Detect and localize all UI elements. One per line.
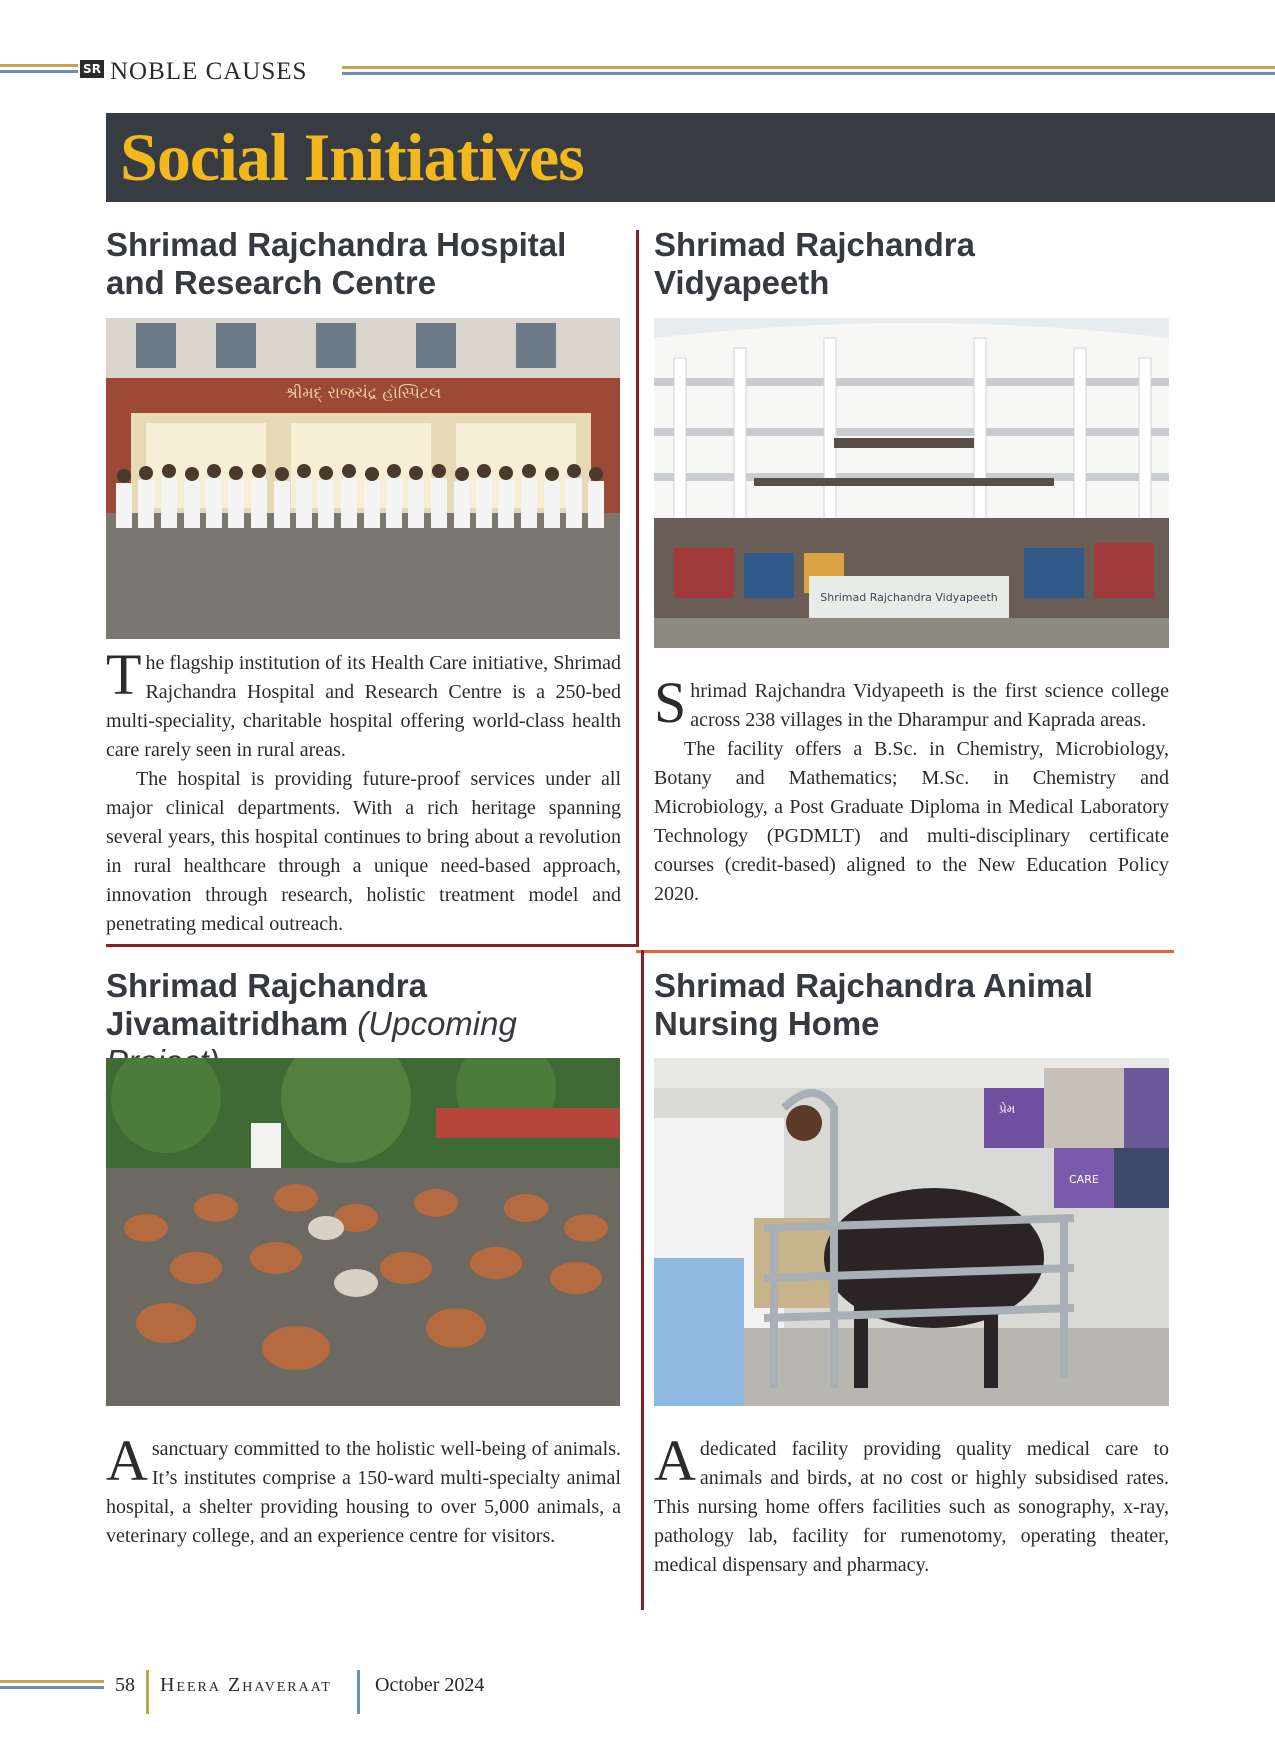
jivamaitridham-text xyxy=(106,1428,621,1551)
logo-icon: SR xyxy=(80,60,104,78)
section-label: NOBLE CAUSES xyxy=(110,58,308,85)
poster-prem-text: પ્રેમ xyxy=(999,1102,1016,1116)
hospital-photo xyxy=(106,318,620,639)
vidyapeeth-title: Shrimad Rajchandra Vidyapeeth xyxy=(654,226,975,301)
vidyapeeth-text xyxy=(654,670,1169,909)
nursing-home-photo xyxy=(654,1058,1169,1406)
jivamaitridham-para-1: sanctuary committed to the holistic well-being of animals. It’s institutes comprise a 150-ward multi-specialty animal hospital, a shelter providing housing to over 5,000 animals, a veterinary college, and an experience centre for visitors. xyxy=(106,1438,621,1547)
dropcap: S xyxy=(654,670,687,735)
dropcap: A xyxy=(654,1428,696,1493)
header-blue-rule-left xyxy=(0,70,78,73)
jivamaitridham-title-text: Shrimad Rajchandra Jivamaitridham xyxy=(106,967,427,1042)
vidyapeeth-para-1: hrimad Rajchandra Vidyapeeth is the first science college across 238 villages in the Dharampur and Kaprada areas. xyxy=(690,680,1169,731)
nursing-home-title: Shrimad Rajchandra Animal Nursing Home xyxy=(654,967,1093,1042)
nursing-home-para-1: dedicated facility providing quality medical care to animals and birds, at no cost or highly subsidised rates. This nursing home offers facilities such as sonography, x-ray, pathology lab, facility for rumenotomy, operating theater, medical dispensary and pharmacy. xyxy=(654,1438,1169,1576)
hospital-title: Shrimad Rajchandra Hospital and Research Centre xyxy=(106,226,567,301)
magazine-name: Heera Zhaveraat xyxy=(160,1674,332,1696)
header-gold-rule-right xyxy=(342,66,1275,69)
row-divider-right xyxy=(636,950,1174,953)
row-divider-left xyxy=(106,944,636,947)
hospital-para-2: The hospital is providing future-proof services under all major clinical departments. With a rich heritage spanning several years, this hospital continues to bring about a revolution in rural healthcare through a unique need-based approach, innovation through research, holistic treatment model and penetrating medical outreach. xyxy=(106,768,621,935)
hospital-sign: શ્રીમદ્ રાજચંદ્ર હૉસ્પિટલ xyxy=(284,383,442,402)
vidyapeeth-para-2: The facility offers a B.Sc. in Chemistry, Microbiology, Botany and Mathematics; M.Sc. in Chemistry and Microbiology, a Post Graduate Diploma in Medical Laboratory Technology (PGDMLT) and multi-disciplinary certificate courses (credit-based) aligned to the New Education Policy 2020. xyxy=(654,738,1169,905)
issue-date: October 2024 xyxy=(375,1674,485,1696)
nursing-home-text xyxy=(654,1428,1169,1580)
page-title: Social Initiatives xyxy=(120,119,584,195)
footer-divider-blue xyxy=(357,1670,360,1714)
footer-divider-gold xyxy=(146,1670,149,1714)
header-gold-rule xyxy=(0,64,78,67)
footer-blue-rule xyxy=(0,1686,104,1689)
vidyapeeth-photo xyxy=(654,318,1169,648)
header-blue-rule-right xyxy=(342,72,1275,75)
column-divider-top xyxy=(636,230,639,947)
column-divider-bottom xyxy=(641,950,644,1610)
title-banner xyxy=(106,113,1275,202)
poster-care-text: CARE xyxy=(1069,1173,1099,1186)
hospital-para-1: he flagship institution of its Health Care initiative, Shrimad Rajchandra Hospital and Research Centre is a 250-bed multi-speciality, charitable hospital offering world-class health care rarely seen in rural areas. xyxy=(106,652,621,761)
jivamaitridham-photo xyxy=(106,1058,620,1406)
footer-gold-rule xyxy=(0,1680,104,1683)
upcoming-project-label: (Upcoming xyxy=(357,1005,517,1042)
page-number: 58 xyxy=(115,1674,135,1696)
hospital-text xyxy=(106,642,621,939)
vidyapeeth-banner: Shrimad Rajchandra Vidyapeeth xyxy=(820,591,998,604)
dropcap: T xyxy=(106,642,142,707)
dropcap: A xyxy=(106,1428,148,1493)
